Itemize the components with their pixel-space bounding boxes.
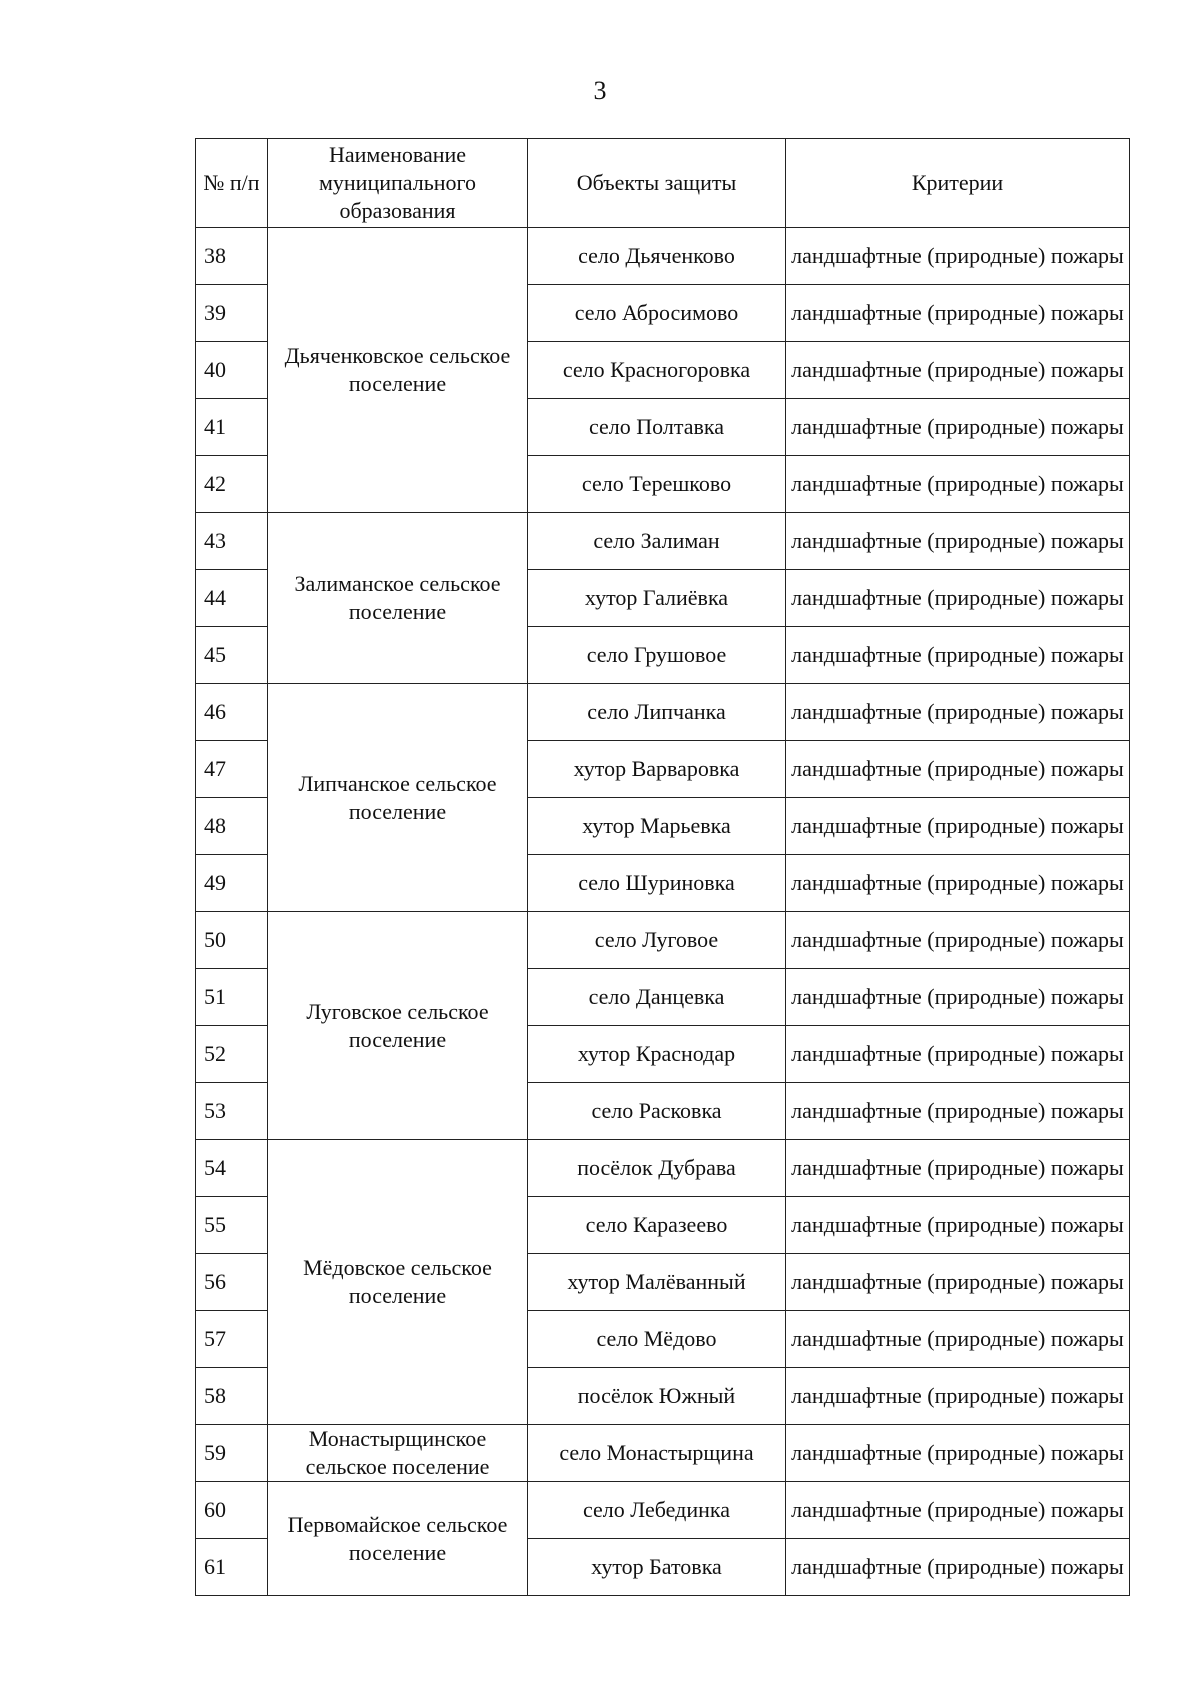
protection-object: село Полтавка <box>528 399 786 456</box>
header-objects: Объекты защиты <box>528 139 786 228</box>
row-number: 61 <box>196 1539 268 1596</box>
row-number: 45 <box>196 627 268 684</box>
row-number: 41 <box>196 399 268 456</box>
protection-object: село Луговое <box>528 912 786 969</box>
protection-object: село Мёдово <box>528 1311 786 1368</box>
table-header-row <box>196 139 1130 228</box>
criteria-value: ландшафтные (природные) пожары <box>786 684 1130 741</box>
row-number: 57 <box>196 1311 268 1368</box>
criteria-value: ландшафтные (природные) пожары <box>786 912 1130 969</box>
criteria-value: ландшафтные (природные) пожары <box>786 1083 1130 1140</box>
row-number: 53 <box>196 1083 268 1140</box>
header-municipality: Наименование муниципального образования <box>268 139 528 228</box>
protection-object: хутор Батовка <box>528 1539 786 1596</box>
row-number: 40 <box>196 342 268 399</box>
row-number: 50 <box>196 912 268 969</box>
row-number: 49 <box>196 855 268 912</box>
municipality-name: Липчанское сельское поселение <box>268 684 528 912</box>
row-number: 54 <box>196 1140 268 1197</box>
protection-object: село Дьяченково <box>528 228 786 285</box>
municipality-name: Первомайское сельское поселение <box>268 1482 528 1596</box>
row-number: 56 <box>196 1254 268 1311</box>
criteria-value: ландшафтные (природные) пожары <box>786 627 1130 684</box>
table-row <box>196 1425 1130 1482</box>
municipality-name: Монастырщинское сельское поселение <box>268 1425 528 1482</box>
criteria-value: ландшафтные (природные) пожары <box>786 969 1130 1026</box>
protection-object: село Абросимово <box>528 285 786 342</box>
page-number: 3 <box>593 76 607 105</box>
criteria-value: ландшафтные (природные) пожары <box>786 456 1130 513</box>
protection-object: село Терешково <box>528 456 786 513</box>
row-number: 42 <box>196 456 268 513</box>
municipality-name: Залиманское сельское поселение <box>268 513 528 684</box>
criteria-value: ландшафтные (природные) пожары <box>786 798 1130 855</box>
row-number: 60 <box>196 1482 268 1539</box>
criteria-value: ландшафтные (природные) пожары <box>786 513 1130 570</box>
row-number: 43 <box>196 513 268 570</box>
table-row <box>196 513 1130 570</box>
table-row <box>196 684 1130 741</box>
row-number: 52 <box>196 1026 268 1083</box>
row-number: 51 <box>196 969 268 1026</box>
header-criteria: Критерии <box>786 139 1130 228</box>
protection-object: посёлок Дубрава <box>528 1140 786 1197</box>
criteria-value: ландшафтные (природные) пожары <box>786 1140 1130 1197</box>
protection-object: село Грушовое <box>528 627 786 684</box>
table-row <box>196 912 1130 969</box>
protection-object: посёлок Южный <box>528 1368 786 1425</box>
row-number: 46 <box>196 684 268 741</box>
row-number: 59 <box>196 1425 268 1482</box>
table-row <box>196 1482 1130 1539</box>
row-number: 39 <box>196 285 268 342</box>
criteria-value: ландшафтные (природные) пожары <box>786 1311 1130 1368</box>
criteria-value: ландшафтные (природные) пожары <box>786 1254 1130 1311</box>
protection-object: хутор Варваровка <box>528 741 786 798</box>
criteria-value: ландшафтные (природные) пожары <box>786 741 1130 798</box>
row-number: 38 <box>196 228 268 285</box>
protection-object: село Шуриновка <box>528 855 786 912</box>
table-row <box>196 1140 1130 1197</box>
row-number: 47 <box>196 741 268 798</box>
criteria-value: ландшафтные (природные) пожары <box>786 1368 1130 1425</box>
criteria-value: ландшафтные (природные) пожары <box>786 855 1130 912</box>
protection-object: хутор Марьевка <box>528 798 786 855</box>
municipality-name: Луговское сельское поселение <box>268 912 528 1140</box>
criteria-value: ландшафтные (природные) пожары <box>786 228 1130 285</box>
protection-object: село Красногоровка <box>528 342 786 399</box>
protection-object: село Данцевка <box>528 969 786 1026</box>
criteria-value: ландшафтные (природные) пожары <box>786 399 1130 456</box>
protection-object: село Лебединка <box>528 1482 786 1539</box>
row-number: 55 <box>196 1197 268 1254</box>
criteria-value: ландшафтные (природные) пожары <box>786 1425 1130 1482</box>
criteria-value: ландшафтные (природные) пожары <box>786 570 1130 627</box>
table-row <box>196 228 1130 285</box>
table-body <box>196 228 1130 1596</box>
protection-object: село Залиман <box>528 513 786 570</box>
protection-object: село Расковка <box>528 1083 786 1140</box>
protection-object: хутор Краснодар <box>528 1026 786 1083</box>
municipality-name: Мёдовское сельское поселение <box>268 1140 528 1425</box>
criteria-value: ландшафтные (природные) пожары <box>786 1197 1130 1254</box>
municipality-name: Дьяченковское сельское поселение <box>268 228 528 513</box>
criteria-value: ландшафтные (природные) пожары <box>786 342 1130 399</box>
row-number: 58 <box>196 1368 268 1425</box>
criteria-value: ландшафтные (природные) пожары <box>786 285 1130 342</box>
criteria-value: ландшафтные (природные) пожары <box>786 1026 1130 1083</box>
protection-object: село Монастырщина <box>528 1425 786 1482</box>
protection-objects-table <box>195 138 1130 1596</box>
criteria-value: ландшафтные (природные) пожары <box>786 1539 1130 1596</box>
criteria-value: ландшафтные (природные) пожары <box>786 1482 1130 1539</box>
header-num: № п/п <box>196 139 268 228</box>
row-number: 48 <box>196 798 268 855</box>
protection-object: село Каразеево <box>528 1197 786 1254</box>
row-number: 44 <box>196 570 268 627</box>
protection-object: хутор Малёванный <box>528 1254 786 1311</box>
protection-object: село Липчанка <box>528 684 786 741</box>
protection-object: хутор Галиёвка <box>528 570 786 627</box>
